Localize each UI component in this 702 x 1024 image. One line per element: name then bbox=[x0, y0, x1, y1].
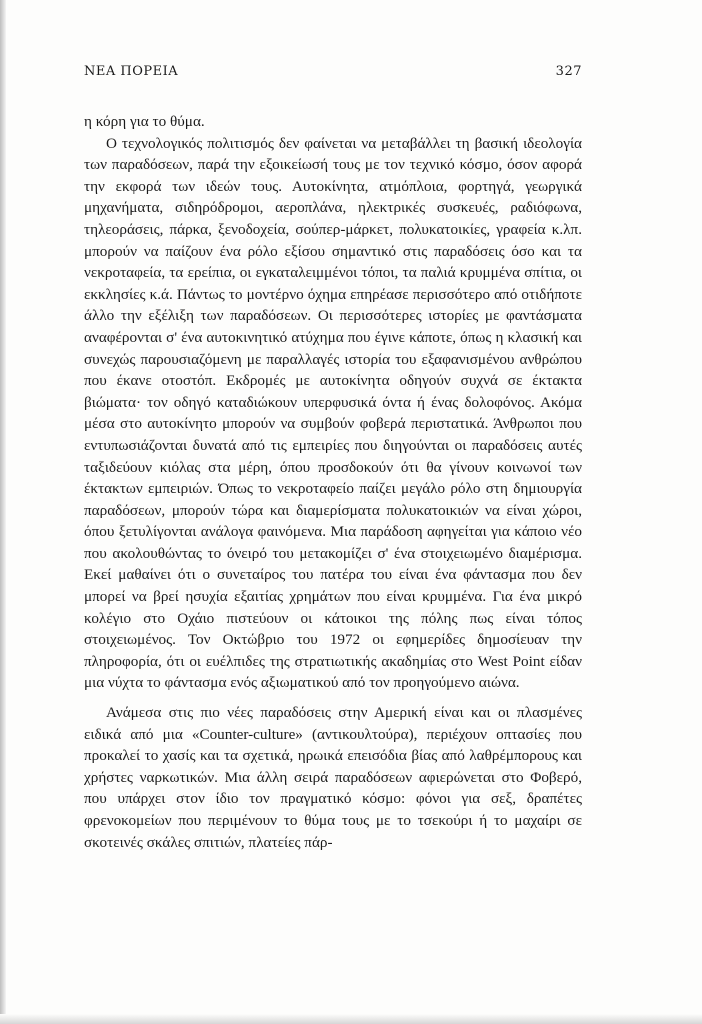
page-binding-shadow bbox=[0, 0, 6, 1024]
page-number: 327 bbox=[555, 64, 582, 79]
page-bottom-shadow bbox=[0, 1014, 702, 1024]
running-title: ΝΕΑ ΠΟΡΕΙΑ bbox=[84, 64, 179, 79]
paragraph: Ο τεχνολογικός πολιτισμός δεν φαίνεται να μεταβάλλει τη βασική ιδεολογία των παραδόσεων, παρά την εξοικείωσή τους με τον τεχνικό κόσμο, όσον αφορά την εκφορά των ιδεών τους. Αυτοκίνητα, ατμόπλοια, φορτηγά, γεωργικά μηχανήματα, σιδηρόδρομοι, αεροπλάνα, ηλεκτρικές συσκευές, ραδιόφωνα, τηλεοράσεις, πάρκα, ξενοδοχεία, σούπερ-μάρκετ, πολυκατοικίες, γραφεία κ.λπ. μπορούν να παίζουν ένα ρόλο εξίσου σημαντικό στις παραδόσεις όσο και τα νεκροταφεία, τα ερείπια, οι εγκαταλειμμένοι τόποι, τα παλιά κρυμμένα σπίτια, οι εκκλησίες κ.ά. Πάντως το μοντέρνο όχημα επηρέασε περισσότερο από οτιδήποτε άλλο την εξέλιξη των παραδόσεων. Οι περισσότερες ιστορίες με φαντάσματα αναφέρονται σ' ένα αυτοκινητικό ατύχημα που έγινε κάποτε, όπως η κλασική και συνεχώς παρουσιαζόμενη με παραλλαγές ιστορία του εξαφανισμένου ανθρώπου που έκανε οτοστόπ. Εκδρομές με αυτοκίνητα οδηγούν συχνά σε έκτακτα βιώματα· τον οδηγό καταδιώκουν υπερφυσικά όντα ή ένας δολοφόνος. Ακόμα μέσα στο αυτοκίνητο μπορούν να συμβούν φοβερά περιστατικά. Άνθρωποι που εντυπωσιάζονται δυνατά από τις εμπειρίες που διηγούνται οι παραδόσεις αυτές ταξιδεύουν κιόλας στα μέρη, όπου προσδοκούν ότι θα γίνουν κοινωνοί των έκτακτων εμπειριών. Όπως το νεκροταφείο παίζει μεγάλο ρόλο στη δημιουργία παραδόσεων, μπορούν τώρα και διαμερίσματα πολυκατοικιών να είναι χώροι, όπου ξετυλίγονται ανάλογα φαινόμενα. Μια παράδοση αφηγείται για κάποιο νέο που ακολουθώντας το όνειρό του μετακομίζει σ' ένα στοιχειωμένο διαμέρισμα. Εκεί μαθαίνει ότι ο συνεταίρος του πατέρα του είναι ένα φάντασμα που δεν μπορεί να βρεί ησυχία εξαιτίας χρημάτων που είναι κρυμμένα. Για ένα μικρό κολέγιο στο Οχάιο πιστεύουν οι κάτοικοι της πόλης πως είναι τόπος στοιχειωμένος. Τον Οκτώβριο του 1972 οι εφημερίδες δημοσίευαν την πληροφορία, ότι οι ευέλπιδες της στρατιωτικής ακαδημίας στο West Point είδαν μια νύχτα το φάντασμα ενός αξιωματικού από τον προηγούμενο αιώνα. bbox=[84, 134, 582, 692]
running-header bbox=[84, 64, 582, 86]
paragraph: Ανάμεσα στις πιο νέες παραδόσεις στην Αμερική είναι και οι πλασμένες ειδικά από μια «Counter-culture» (αντικουλτούρα), περιέχουν οπτασίες που προκαλεί το χασίς και τα σχετικά, ηρωικά επεισόδια βίας από λαθρέμπορους και χρήστες ναρκωτικών. Μια άλλη σειρά παραδόσεων αφιερώνεται στο Φοβερό, που υπάρχει στον ίδιο τον πραγματικό κόσμο: φόνοι για σεξ, δραπέτες φρενοκομείων που περιμένουν το θύμα τους με το τσεκούρι ή το μαχαίρι σε σκοτεινές σκάλες σπιτιών, πλατείες πάρ- bbox=[84, 704, 582, 851]
paragraph-continuation: η κόρη για το θύμα. bbox=[84, 113, 205, 130]
body-text bbox=[84, 111, 582, 853]
